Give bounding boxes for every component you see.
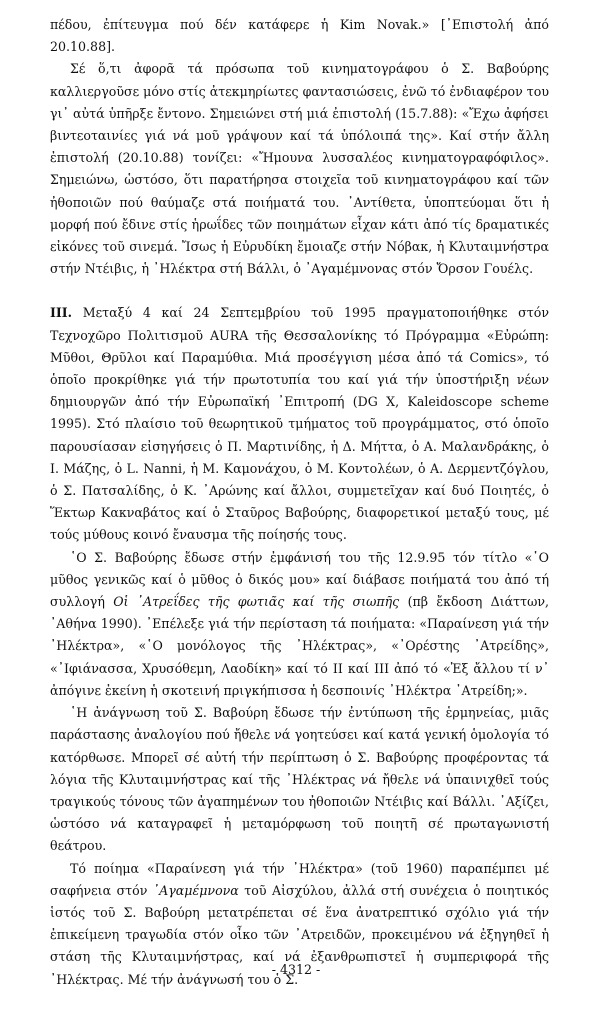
section-iii-text: Μεταξύ 4 καί 24 Σεπτεμβρίου τοῦ 1995 πραγματοποιήθηκε στόν Τεχνοχῶρο Πολιτισμοῦ AURA τῆς Θεσσαλονίκης τό Πρόγραμμα «Εὐρώπη: Μῦθοι, Θρῦλοι καί Παραμύθια. Μιά προσέγγιση μέσα ἀπό τά Comics», τό ὁποῖο προκρίθηκε γιά τήν πρωτοτυπία του καί γιά τήν ὑποστήριξη νέων δημιουργῶν ἀπό τήν Εὐρωπαϊκή ᾿Επιτροπή (DG X, Kaleidoscope scheme 1995). Στό πλαίσιο τοῦ θεωρητικοῦ τμήματος τοῦ προγράμματος, στό ὁποῖο παρουσίασαν εἰσηγήσεις ὁ Π. Μαρτινίδης, ἡ Δ. Μήττα, ὁ Α. Μαλανδράκης, ὁ Ι. Μάζης, ὁ L. Nanni, ἡ Μ. Καμονάχου, ὁ Μ. Κοντολέων, ὁ Α. Δερμεντζόγλου, ὁ Σ. Πατσαλίδης, ὁ Κ. ᾿Αρώνης καί ἄλλοι, συμμετεῖχαν καί δυό Ποιητές, ὁ Ἕκτωρ Κακναβάτος καί ὁ Σταῦρος Βαβούρης, διαφορετικοί μεταξύ τους, μέ τούς μύθους κοινό ἔναυσμα τῆς ποίησής τους. <box>50 305 549 543</box>
page-number: - 4312 - <box>271 962 321 977</box>
paragraph-section-iii <box>50 302 549 546</box>
paragraph-reading <box>50 547 549 702</box>
reading-text-end: (πβ ἔκδοση Διάττων, ᾿Αθήνα 1990). ᾿Επέλεξε γιά τήν περίσταση τά ποιήματα: «Παραίνεση γιά τήν ᾿Ηλέκτρα», «῾Ο μονόλογος τῆς ᾿Ηλέκτρας», «᾿Ορέστης ᾿Ατρείδης», «᾿Ιφιάνασσα, Χρυσόθεμη, Λαοδίκη» καί τό II καί III ἀπό τό «Ἐξ ἄλλου τί ν᾿ ἀπόγινε ἐκείνη ἡ σκοτεινή πριγκήπισσα ἡ δεσποινίς ᾿Ηλέκτρα ᾿Ατρείδη;». <box>50 594 549 698</box>
section-number: III. <box>50 305 73 321</box>
body-text <box>50 14 549 991</box>
paragraph-continuation: πέδου, ἐπίτευγμα πού δέν κατάφερε ἡ Kim Novak.» [᾿Επιστολή ἀπό 20.10.88]. <box>50 17 549 55</box>
paragraph-cinema: Σέ ὅ,τι ἀφορᾶ τά πρόσωπα τοῦ κινηματογράφου ὁ Σ. Βαβούρης καλλιεργοῦσε μόνο στίς ἀτεκμηρίωτες φαντασιώσεις, ἐνῶ τό ἐνδιαφέρον του γι᾿ αὐτά ὑπῆρξε ἔντονο. Σημειώνει στή μιά ἐπιστολή (15.7.88): «Ἔχω ἀφήσει βιντεοταινίες γιά νά μοῦ γράψουν καί τά ὑπόλοιπά της». Καί στήν ἄλλη ἐπιστολή (20.10.88) τονίζει: «Ἤμουνα λυσσαλέος κινηματογραφόφιλος». Σημειώνω, ὡστόσο, ὅτι παρατήρησα στοιχεῖα τοῦ κινηματογράφου καί τῶν ἠθοποιῶν πού θαύμαζε στά ποιήματά του. ᾿Αντίθετα, ὑποπτεύομαι ὅτι ἡ μορφή πού ἔδινε στίς ἡρωΐδες τῶν ποιημάτων εἶχαν κάτι ἀπό τίς δραματικές εἰκόνες τοῦ σινεμά. Ἴσως ἡ Εὐρυδίκη ἔμοιαζε στήν Νόβακ, ἡ Κλυταιμνήστρα στήν Ντέιβις, ἡ ᾿Ηλέκτρα στή Βάλλι, ὁ ᾿Αγαμέμνονας στόν Ὄρσον Γουέλς. <box>50 61 549 277</box>
reading-text-start: ῾Ο Σ. Βαβούρης ἔδωσε στήν ἐμφάνισή του τῆς 12.9.95 τόν τίτλο «῾Ο μῦθος γενικῶς καί ὁ μῦθος ὁ δικός μου» καί διάβασε ποιήματά του ἀπό τή συλλογή <box>50 549 549 610</box>
paragraph-performance: ῾Η ἀνάγνωση τοῦ Σ. Βαβούρη ἔδωσε τήν ἐντύπωση τῆς ἑρμηνείας, μιᾶς παράστασης ἀναλογίου πού ἤθελε νά γοητεύσει καί κατά γενική ὁμολογία τό κατόρθωσε. Μπορεῖ σέ αὐτή τήν περίπτωση ὁ Σ. Βαβούρης προφέροντας τά λόγια τῆς Κλυταιμνήστρας καί τῆς ᾿Ηλέκτρας νά ἤθελε νά ὑπαινιχθεῖ τούς τραγικούς τόνους τῶν ἀγαπημένων του ἠθοποιῶν Ντέιβις καί Βάλλι. ᾿Αξίζει, ὡστόσο νά καταγραφεῖ ἡ μεταμόρφωση τοῦ ποιητῆ σέ πρωταγωνιστή θεάτρου. <box>50 705 549 854</box>
poem-text-start: Τό ποίημα «Παραίνεση γιά τήν ᾿Ηλέκτρα» (τοῦ 1960) παραπέμπει μέ σαφήνεια στόν <box>50 860 549 898</box>
poem-text-end: τοῦ Αἰσχύλου, ἀλλά στή συνέχεια ὁ ποιητικός ἱστός τοῦ Σ. Βαβούρη μετατρέπεται σέ ἕνα ἀνατρεπτικό σχόλιο γιά τήν ἐπικείμενη τραγωδία στόν οἶκο τῶν ᾿Ατρειδῶν, προκειμένου νά ἐξηγηθεῖ ἡ στάση τῆς Κλυταιμνήστρας, καί νά ἐξανθρωπιστεῖ ἡ συμπεριφορά τῆς ᾿Ηλέκτρας. Μέ τήν ἀνάγνωσή του ὁ Σ. <box>50 882 549 987</box>
collection-title: Οἱ ᾿Ατρεΐδες τῆς φωτιᾶς καί τῆς σιωπῆς <box>113 594 400 610</box>
play-title: ᾿Αγαμέμνονα <box>152 882 239 898</box>
